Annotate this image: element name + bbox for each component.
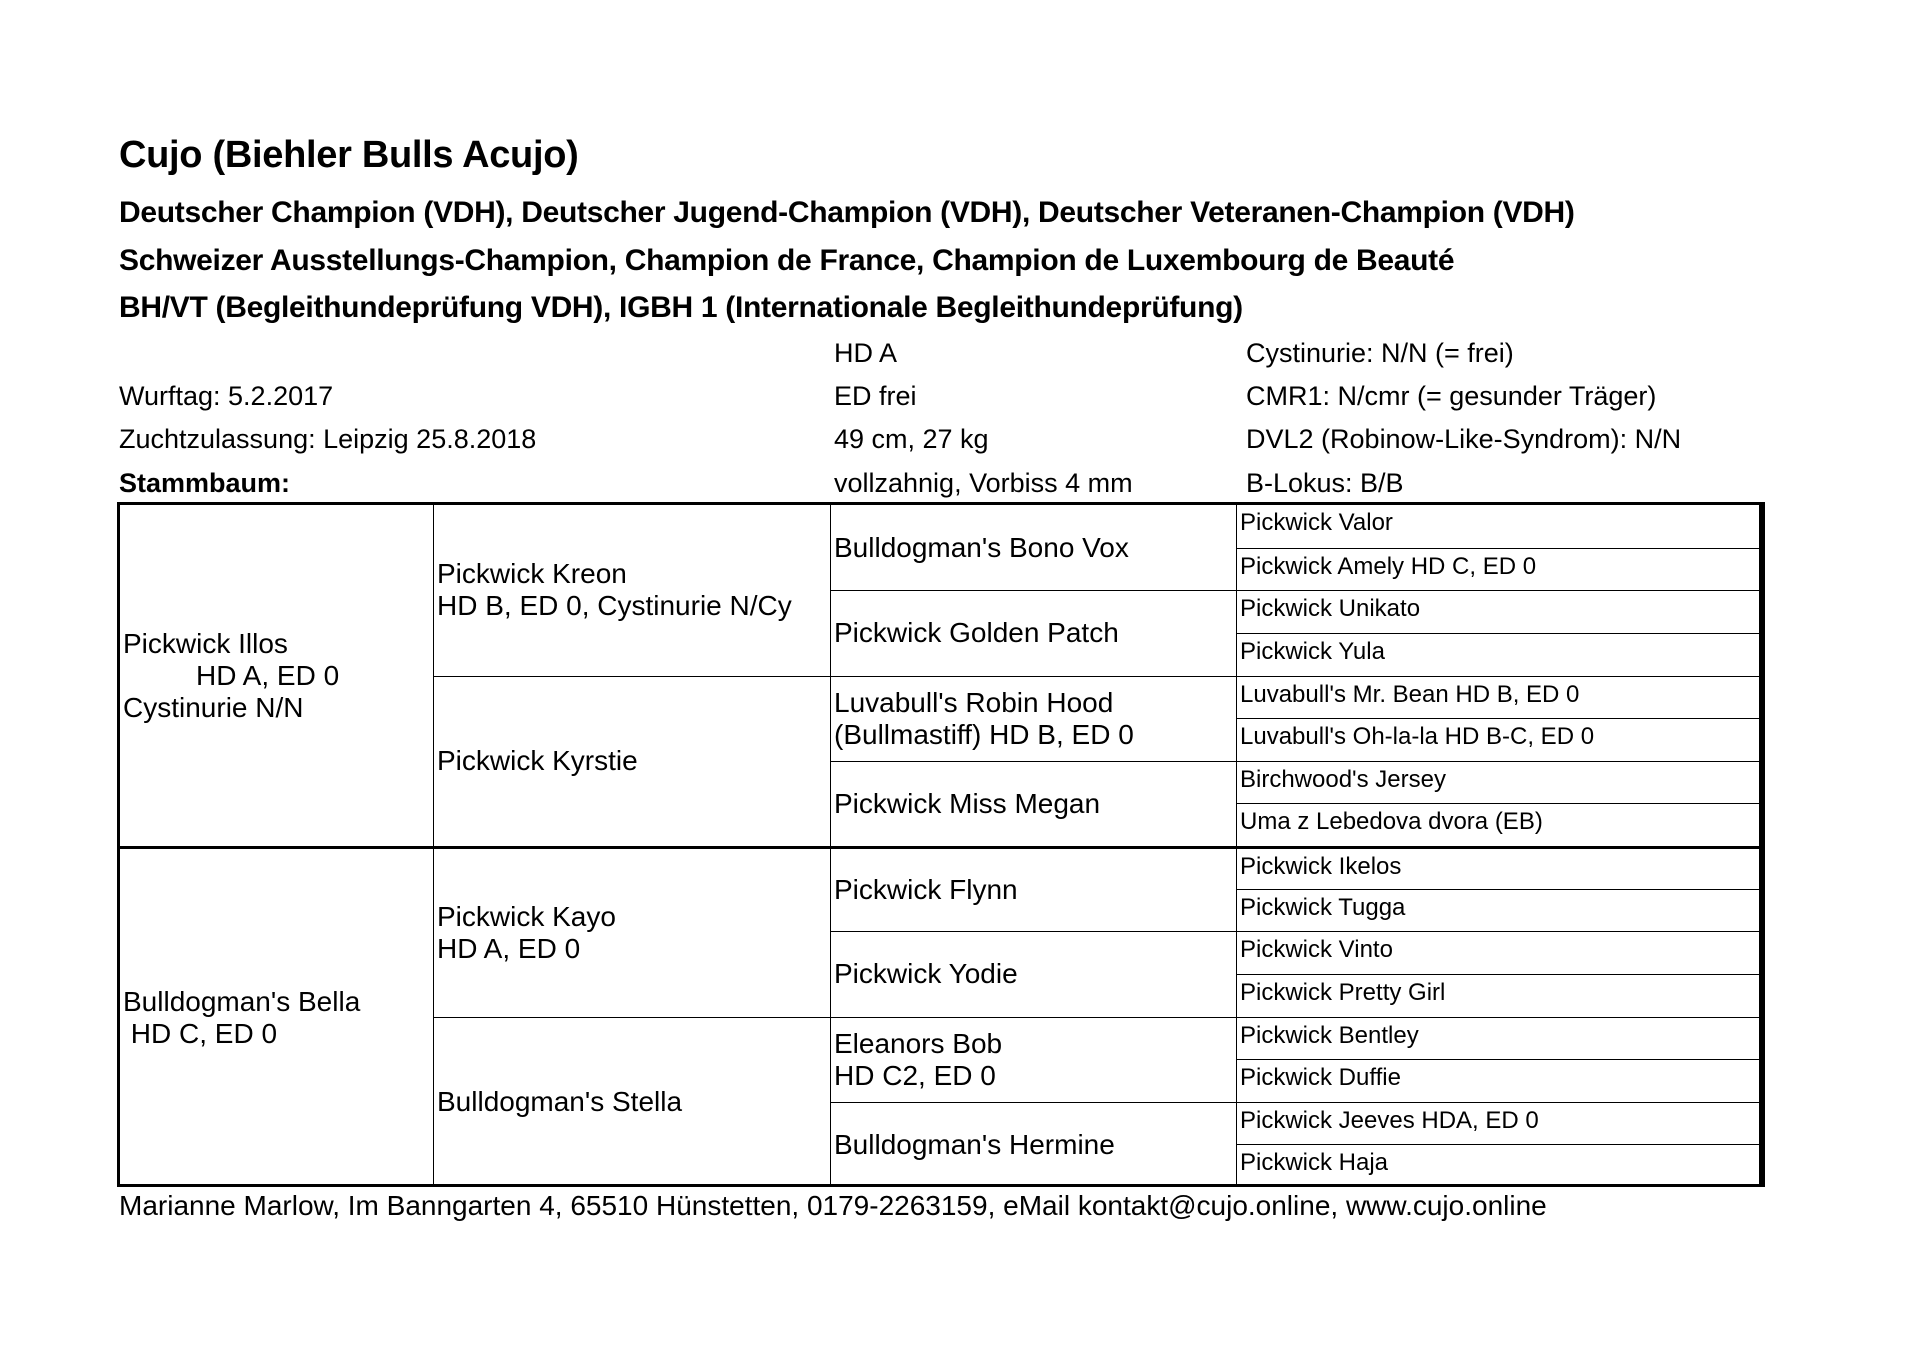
pedigree-gen4-1: Pickwick Valor xyxy=(1236,505,1762,548)
sire-name: Pickwick Illos xyxy=(123,627,288,659)
pedigree-gen3-1 xyxy=(830,505,1236,590)
pedigree-gen3-3 xyxy=(830,676,1236,761)
dam-dam-name: Bulldogman's Stella xyxy=(437,1086,683,1118)
gen3-5-name: Pickwick Flynn xyxy=(834,874,1018,906)
pedigree-gen3-4 xyxy=(830,761,1236,846)
gen3-2-name: Pickwick Golden Patch xyxy=(834,617,1119,649)
pedigree-gen3-6 xyxy=(830,931,1236,1016)
cystinuria-result: Cystinurie: N/N (= frei) xyxy=(1246,338,1514,368)
teeth-info: vollzahnig, Vorbiss 4 mm xyxy=(834,468,1133,498)
pedigree-gen4-5: Luvabull's Mr. Bean HD B, ED 0 xyxy=(1236,676,1762,719)
pedigree-gen4-9: Pickwick Ikelos xyxy=(1236,846,1762,889)
pedigree-sire xyxy=(120,505,433,846)
pedigree-sire-dam xyxy=(433,676,830,847)
gen3-6-name: Pickwick Yodie xyxy=(834,958,1018,990)
sire-cystinuria: Cystinurie N/N xyxy=(123,691,304,723)
pedigree-dam-sire xyxy=(433,846,830,1017)
ed-value: ED frei xyxy=(834,381,917,411)
champion-titles-line-2: Schweizer Ausstellungs-Champion, Champion de France, Champion de Luxembourg de Beauté xyxy=(119,244,1455,277)
pedigree-gen4-2: Pickwick Amely HD C, ED 0 xyxy=(1236,548,1762,591)
pedigree-gen3-7 xyxy=(830,1017,1236,1102)
pedigree-gen4-8: Uma z Lebedova dvora (EB) xyxy=(1236,803,1762,846)
pedigree-gen4-10: Pickwick Tugga xyxy=(1236,889,1762,932)
pedigree-sire-sire xyxy=(433,505,830,676)
birth-date: Wurftag: 5.2.2017 xyxy=(119,381,334,411)
pedigree-gen4-14: Pickwick Duffie xyxy=(1236,1059,1762,1102)
pedigree-label: Stammbaum: xyxy=(119,468,291,498)
dam-health: HD C, ED 0 xyxy=(123,1018,278,1049)
champion-titles-line-3: BH/VT (Begleithundeprüfung VDH), IGBH 1 (Internationale Begleithundeprüfung) xyxy=(119,291,1243,324)
gen3-8-name: Bulldogman's Hermine xyxy=(834,1128,1115,1160)
pedigree-gen3-5 xyxy=(830,846,1236,931)
pedigree-gen4-12: Pickwick Pretty Girl xyxy=(1236,974,1762,1017)
pedigree-table xyxy=(117,502,1765,1187)
dam-sire-name: Pickwick Kayo xyxy=(437,900,616,932)
sire-sire-name: Pickwick Kreon xyxy=(437,558,627,590)
sire-sire-health: HD B, ED 0, Cystinurie N/Cy xyxy=(437,590,792,622)
hd-value: HD A xyxy=(834,338,898,368)
pedigree-gen4-11: Pickwick Vinto xyxy=(1236,931,1762,974)
pedigree-dam-dam xyxy=(433,1017,830,1188)
pedigree-gen4-3: Pickwick Unikato xyxy=(1236,590,1762,633)
gen3-3-health: (Bullmastiff) HD B, ED 0 xyxy=(834,718,1134,750)
dvl2-result: DVL2 (Robinow-Like-Syndrom): N/N xyxy=(1246,424,1682,454)
contact-footer: Marianne Marlow, Im Banngarten 4, 65510 Hünstetten, 0179-2263159, eMail kontakt@cujo.online, www.cujo.online xyxy=(119,1190,1547,1221)
gen3-4-name: Pickwick Miss Megan xyxy=(834,787,1101,819)
gen3-3-name: Luvabull's Robin Hood xyxy=(834,686,1114,718)
sire-health: HD A, ED 0 xyxy=(196,659,340,691)
pedigree-gen4-15: Pickwick Jeeves HDA, ED 0 xyxy=(1236,1102,1762,1145)
dam-sire-health: HD A, ED 0 xyxy=(437,932,581,964)
dog-name-title: Cujo (Biehler Bulls Acujo) xyxy=(119,134,579,176)
breeding-approval: Zuchtzulassung: Leipzig 25.8.2018 xyxy=(119,424,537,454)
sire-dam-name: Pickwick Kyrstie xyxy=(437,745,638,777)
pedigree-gen4-16: Pickwick Haja xyxy=(1236,1144,1762,1187)
pedigree-gen4-13: Pickwick Bentley xyxy=(1236,1017,1762,1060)
gen3-1-name: Bulldogman's Bono Vox xyxy=(834,531,1129,563)
gen3-7-health: HD C2, ED 0 xyxy=(834,1059,996,1091)
size-weight: 49 cm, 27 kg xyxy=(834,424,989,454)
champion-titles-line-1: Deutscher Champion (VDH), Deutscher Jugend-Champion (VDH), Deutscher Veteranen-Champion (VDH) xyxy=(119,196,1575,229)
dam-name: Bulldogman's Bella xyxy=(123,986,361,1017)
pedigree-gen4-4: Pickwick Yula xyxy=(1236,633,1762,676)
pedigree-dam xyxy=(120,846,433,1187)
cmr1-result: CMR1: N/cmr (= gesunder Träger) xyxy=(1246,381,1657,411)
gen3-7-name: Eleanors Bob xyxy=(834,1027,1003,1059)
pedigree-gen3-2 xyxy=(830,590,1236,675)
pedigree-gen3-8 xyxy=(830,1102,1236,1187)
pedigree-gen4-6: Luvabull's Oh-la-la HD B-C, ED 0 xyxy=(1236,718,1762,761)
pedigree-gen4-7: Birchwood's Jersey xyxy=(1236,761,1762,804)
b-locus-result: B-Lokus: B/B xyxy=(1246,468,1404,498)
